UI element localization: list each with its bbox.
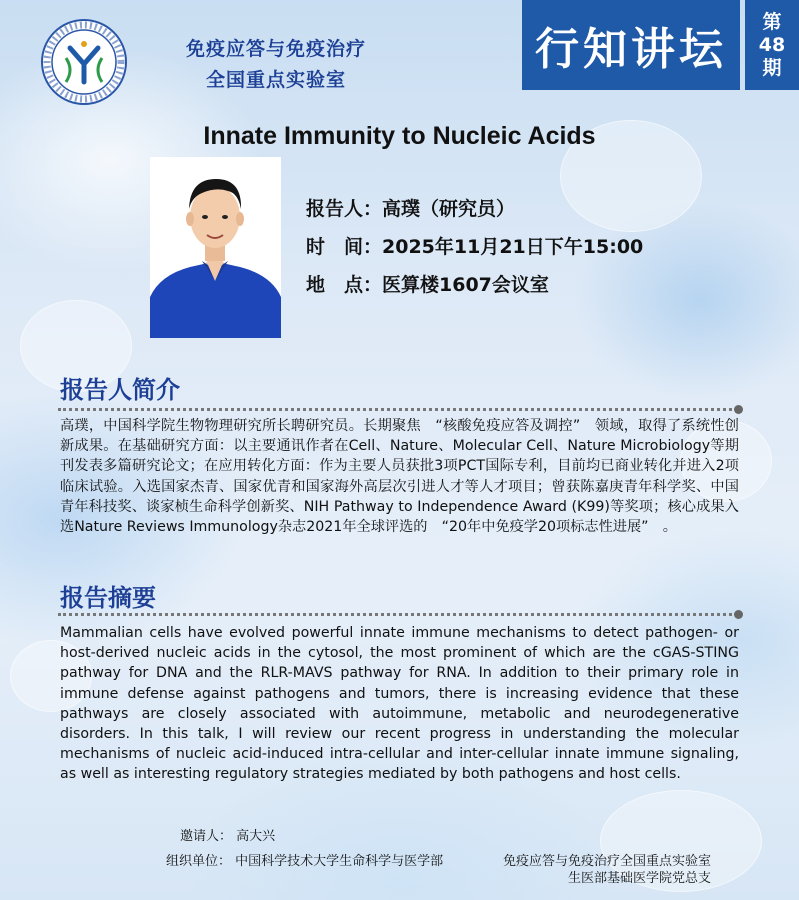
talk-info <box>306 194 643 308</box>
bio-section-title: 报告人简介 <box>60 376 180 404</box>
time-row <box>306 232 643 270</box>
organizer-value: 中国科学技术大学生命科学与医学部 <box>235 854 444 869</box>
forum-banner <box>522 0 740 90</box>
abstract-divider <box>58 613 738 616</box>
issue-badge <box>745 0 799 90</box>
time-value: 2025年11月21日下午15:00 <box>382 236 644 258</box>
speaker-row <box>306 194 643 232</box>
organizer <box>166 850 443 869</box>
place-value: 医算楼1607会议室 <box>382 274 549 296</box>
inviter-label: 邀请人： <box>180 829 233 844</box>
inviter-value: 高大兴 <box>236 829 276 844</box>
issue-suffix: 期 <box>762 56 782 79</box>
organizer-right-line2: 生医部基础医学院党总支 <box>568 871 712 886</box>
forum-title: 行知讲坛 <box>535 24 727 75</box>
inviter <box>180 825 275 844</box>
organizer-right-line1: 免疫应答与免疫治疗全国重点实验室 <box>503 854 712 869</box>
place-label: 地 点： <box>306 274 383 296</box>
issue-number: 48 <box>758 33 786 56</box>
abstract-section-title: 报告摘要 <box>60 584 156 612</box>
talk-title: Innate Immunity to Nucleic Acids <box>203 122 596 150</box>
time-label: 时 间： <box>306 236 383 258</box>
place-row <box>306 270 643 308</box>
bio-divider <box>58 408 738 411</box>
lab-name-line2: 全国重点实验室 <box>205 69 346 91</box>
abstract-divider-dot <box>734 610 743 619</box>
lab-name-line1: 免疫应答与免疫治疗 <box>185 38 366 60</box>
issue-prefix: 第 <box>762 10 782 33</box>
organizer-label: 组织单位： <box>166 854 232 869</box>
bio-text: 高璞，中国科学院生物物理研究所长聘研究员。长期聚焦 “核酸免疫应答及调控” 领域，取得了系统性创新成果。在基础研究方面：以主要通讯作者在Cell、Nature、Molecular Cell、Nature Microbiology等期刊发表多篇研究论文；在应用转化方面：作为主要人员获批3项PCT国际专利，目前均已商业转化并进入2项临床试验。入选国家杰青、国家优青和国家海外高层次引进人才等人才项目；曾获陈嘉庚青年科学奖、中国青年科技奖、谈家桢生命科学创新奖、NIH Pathway to Independence Award (K99)等奖项；核心成果入选Nature Reviews Immunology杂志2021年全球评选的 “20年中免疫学20项标志性进展” 。 <box>60 418 739 536</box>
speaker-label: 报告人： <box>306 198 383 220</box>
abstract-text: Mammalian cells have evolved powerful innate immune mechanisms to detect pathogen- or host-derived nucleic acids in the cytosol, the most prominent of which are the cGAS-STING pathway for DNA and the RLR-MAVS pathway for RNA. In addition to their primary role in immune defense against pathogens and tumors, there is increasing evidence that these pathways are closely associated with autoimmune, metabolic and neurodegenerative disorders. In this talk, I will review our recent progress in understanding the molecular mechanisms of nucleic acid-induced intra-cellular and inter-cellular innate immune signaling, as well as interesting regulatory strategies mediated by both pathogens and host cells. <box>60 625 739 783</box>
lab-logo <box>40 18 128 106</box>
lab-name <box>146 34 406 96</box>
speaker-photo <box>150 157 281 338</box>
speaker-value: 高璞（研究员） <box>382 198 516 220</box>
bio-divider-dot <box>734 405 743 414</box>
